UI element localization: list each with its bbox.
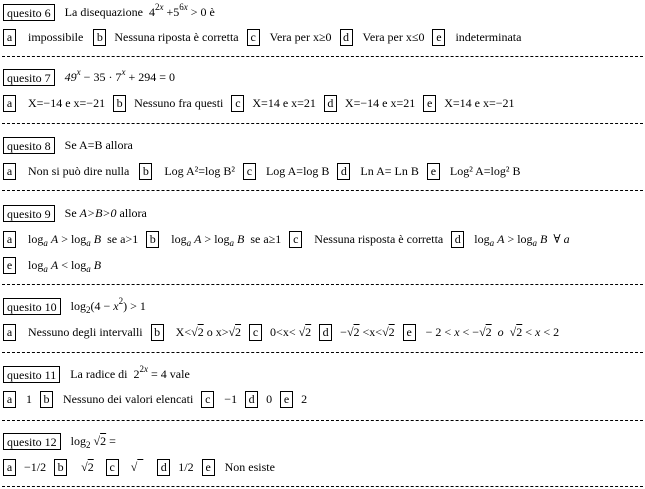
answer-text: Nessuna riposta è corretta xyxy=(114,30,239,45)
answer-letter[interactable]: b xyxy=(113,95,126,112)
answers-row xyxy=(3,93,523,113)
question-label: quesito 8 xyxy=(3,137,55,154)
answer-text: 0 xyxy=(266,392,273,407)
answer-text: √ xyxy=(130,460,138,475)
answer-text: Non si può dire nulla xyxy=(28,164,130,179)
separator xyxy=(2,190,643,191)
answers-row xyxy=(3,229,578,249)
answer-text: − 2 < x < −√2 o √2 < x < 2 xyxy=(425,325,560,340)
answer-letter[interactable]: e xyxy=(427,163,440,180)
answer-letter[interactable]: d xyxy=(451,231,464,248)
answer-letter[interactable]: c xyxy=(249,324,262,341)
answer-text: 2 xyxy=(301,392,308,407)
answer-letter[interactable]: e xyxy=(403,324,416,341)
answers-row xyxy=(3,161,529,181)
question-text: La disequazione $4^{2x} +5^{6x} > 0$ è xyxy=(64,2,215,20)
answer-letter[interactable]: e xyxy=(432,29,445,46)
question-label: quesito 9 xyxy=(3,205,55,222)
answer-text: √2 xyxy=(81,460,94,475)
question-text: $\log_2(4 - x^2) > 1$ xyxy=(70,296,146,316)
question-row xyxy=(3,296,146,316)
answer-text: 0<x< √2 xyxy=(270,325,312,340)
question-label: quesito 11 xyxy=(3,366,60,383)
answer-text: Ln A= Ln B xyxy=(360,164,419,179)
answer-letter[interactable]: b xyxy=(40,391,53,408)
answer-letter[interactable]: b xyxy=(146,231,159,248)
answer-letter[interactable]: c xyxy=(201,391,214,408)
answer-text: X=14 e x=21 xyxy=(252,96,316,111)
separator xyxy=(2,56,643,57)
answer-letter[interactable]: a xyxy=(3,459,16,476)
answer-text: X=−14 e x=−21 xyxy=(28,96,106,111)
answer-letter[interactable]: a xyxy=(3,29,16,46)
answer-text: Non esiste xyxy=(224,460,275,475)
answer-letter[interactable]: e xyxy=(202,459,215,476)
answer-text: $\log_a A < \log_a B$ xyxy=(28,258,102,275)
answers-row xyxy=(3,27,529,47)
question-row xyxy=(3,135,133,155)
answer-letter[interactable]: a xyxy=(3,391,16,408)
answer-letter[interactable]: d xyxy=(340,29,353,46)
separator xyxy=(2,123,643,124)
answer-text: Nessuno dei valori elencati xyxy=(63,392,194,407)
answer-text: Log A=log B xyxy=(265,164,330,179)
separator xyxy=(2,486,643,487)
answer-text: −√2 <x<√2 xyxy=(340,325,395,340)
answer-letter[interactable]: d xyxy=(245,391,258,408)
question-label: quesito 7 xyxy=(3,69,55,86)
answer-letter[interactable]: a xyxy=(3,163,16,180)
answer-letter[interactable]: b xyxy=(139,163,152,180)
answer-letter[interactable]: c xyxy=(231,95,244,112)
answer-letter[interactable]: d xyxy=(337,163,350,180)
answer-letter[interactable]: d xyxy=(319,324,332,341)
answer-letter[interactable]: d xyxy=(157,459,170,476)
answer-text: Nessuna risposta è corretta xyxy=(314,232,444,247)
answer-text: 1/2 xyxy=(178,460,194,475)
answer-text: Log A²=log B² xyxy=(164,164,235,179)
answer-text: X<√2 o x>√2 xyxy=(175,325,242,340)
answer-text: Nessuno fra questi xyxy=(134,96,224,111)
question-row xyxy=(3,203,147,223)
answer-letter[interactable]: b xyxy=(93,29,106,46)
answer-text: Vera per x≤0 xyxy=(362,30,425,45)
question-row xyxy=(3,431,116,451)
answer-text: 1 xyxy=(26,392,32,407)
separator xyxy=(2,420,643,421)
answer-letter[interactable]: c xyxy=(247,29,260,46)
answer-letter[interactable]: e xyxy=(3,257,16,274)
answer-letter[interactable]: a xyxy=(3,95,16,112)
answers-row xyxy=(3,389,315,409)
answer-text: $\log_a A > \log_a B$ se a≥1 xyxy=(171,232,282,249)
answer-letter[interactable]: e xyxy=(280,391,293,408)
answer-text: $\log_a A > \log_a B$ ∀ a xyxy=(474,232,570,249)
answer-letter[interactable]: b xyxy=(151,324,164,341)
answer-text: Vera per x≥0 xyxy=(269,30,332,45)
answer-letter[interactable]: c xyxy=(243,163,256,180)
answer-letter[interactable]: e xyxy=(423,95,436,112)
answers-row xyxy=(3,322,567,342)
answer-text: Log² A=log² B xyxy=(449,164,521,179)
question-row xyxy=(3,364,190,384)
question-label: quesito 10 xyxy=(3,298,61,315)
answer-text: X=−14 e x=21 xyxy=(344,96,416,111)
answer-letter[interactable]: a xyxy=(3,231,16,248)
question-text: La radice di $2^{2x} = 4$ vale xyxy=(70,364,190,382)
answers-row xyxy=(3,255,109,275)
answer-letter[interactable]: a xyxy=(3,324,16,341)
answer-text: Nessuno degli intervalli xyxy=(28,325,143,340)
answer-text: −1 xyxy=(224,392,238,407)
answer-letter[interactable]: c xyxy=(106,459,119,476)
question-text: Se A=B allora xyxy=(64,138,133,153)
separator xyxy=(2,284,643,285)
question-row xyxy=(3,67,175,87)
question-text: Se A>B>0 allora xyxy=(64,206,147,221)
separator xyxy=(2,352,643,353)
question-label: quesito 6 xyxy=(3,4,55,21)
answer-text: indeterminata xyxy=(455,30,522,45)
answer-text: X=14 e x=−21 xyxy=(444,96,515,111)
question-text: $\log_2 √2$ = xyxy=(70,434,116,451)
answer-text: impossibile xyxy=(28,30,84,45)
question-label: quesito 12 xyxy=(3,433,61,450)
answer-letter[interactable]: d xyxy=(324,95,337,112)
answer-text: −1/2 xyxy=(24,460,47,475)
question-row xyxy=(3,2,215,22)
question-text: $49^x - 35 \cdot 7^x + 294 = 0$ xyxy=(64,67,175,85)
answers-row xyxy=(3,457,283,477)
answer-text: $\log_a A > \log_a B$ se a>1 xyxy=(28,232,139,249)
answer-letter[interactable]: b xyxy=(54,459,67,476)
answer-letter[interactable]: c xyxy=(289,231,302,248)
